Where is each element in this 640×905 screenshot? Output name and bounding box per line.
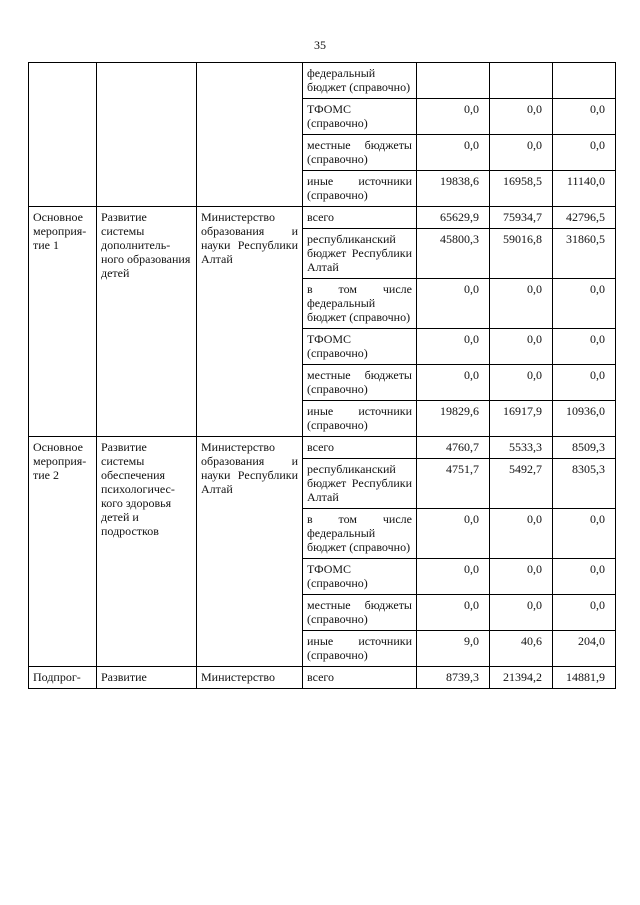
budget-table [28,62,616,689]
value-year-3-cell [553,229,616,279]
value-year-3-cell [553,631,616,667]
executor-cell: Министерство образования и науки Республики Алтай [197,207,303,437]
value-year-3-cell-value: 0,0 [590,332,605,346]
value-year-2-cell-value: 5533,3 [509,440,542,454]
value-year-2-cell-value: 0,0 [527,562,542,576]
value-year-1-cell [417,365,490,401]
measure-name-cell [97,63,197,207]
value-year-2-cell-value: 0,0 [527,512,542,526]
value-year-2-cell [490,401,553,437]
value-year-2-cell-value: 16958,5 [503,174,542,188]
value-year-2-cell [490,171,553,207]
measure-name-cell: Развитие [97,667,197,689]
table-row [29,63,616,99]
value-year-2-cell [490,329,553,365]
value-year-3-cell [553,329,616,365]
value-year-3-cell-value: 0,0 [590,598,605,612]
funding-source-cell: всего [303,437,417,459]
value-year-1-cell [417,559,490,595]
value-year-2-cell-value: 40,6 [521,634,542,648]
value-year-2-cell [490,365,553,401]
value-year-3-cell [553,99,616,135]
table-row [29,207,616,229]
value-year-1-cell [417,459,490,509]
value-year-3-cell [553,595,616,631]
value-year-1-cell [417,509,490,559]
value-year-2-cell-value: 59016,8 [503,232,542,246]
value-year-1-cell [417,135,490,171]
value-year-1-cell-value: 0,0 [464,368,479,382]
value-year-1-cell [417,99,490,135]
value-year-1-cell [417,63,490,99]
value-year-1-cell-value: 19838,6 [440,174,479,188]
funding-source-cell: всего [303,667,417,689]
value-year-1-cell [417,631,490,667]
value-year-3-cell [553,459,616,509]
value-year-1-cell [417,207,490,229]
value-year-2-cell [490,559,553,595]
value-year-3-cell [553,279,616,329]
value-year-3-cell-value: 42796,5 [566,210,605,224]
funding-source-cell: иные источники (справочно) [303,401,417,437]
measure-name-cell: Развитие системы дополнитель-ного образования детей [97,207,197,437]
value-year-3-cell-value: 8509,3 [572,440,605,454]
funding-source-cell: федеральный бюджет (справочно) [303,63,417,99]
value-year-1-cell-value: 0,0 [464,138,479,152]
value-year-3-cell-value: 11140,0 [566,174,605,188]
value-year-3-cell [553,171,616,207]
value-year-1-cell-value: 0,0 [464,282,479,296]
value-year-2-cell-value: 0,0 [527,282,542,296]
funding-source-cell: ТФОМС (справочно) [303,99,417,135]
funding-source-cell: местные бюджеты (справочно) [303,135,417,171]
value-year-2-cell-value: 16917,9 [503,404,542,418]
value-year-2-cell-value: 21394,2 [503,670,542,684]
value-year-2-cell-value: 5492,7 [509,462,542,476]
value-year-3-cell-value: 204,0 [578,634,605,648]
value-year-1-cell-value: 19829,6 [440,404,479,418]
value-year-3-cell [553,135,616,171]
value-year-1-cell [417,667,490,689]
executor-cell: Министерство [197,667,303,689]
value-year-2-cell-value: 0,0 [527,102,542,116]
value-year-2-cell [490,207,553,229]
value-year-2-cell-value: 75934,7 [503,210,542,224]
value-year-1-cell [417,329,490,365]
value-year-2-cell [490,135,553,171]
value-year-3-cell [553,559,616,595]
value-year-2-cell-value: 0,0 [527,368,542,382]
value-year-1-cell-value: 65629,9 [440,210,479,224]
value-year-2-cell [490,63,553,99]
value-year-1-cell [417,437,490,459]
measure-kind-cell: Основное мероприя-тие 2 [29,437,97,667]
value-year-1-cell-value: 0,0 [464,598,479,612]
value-year-2-cell [490,595,553,631]
value-year-2-cell-value: 0,0 [527,598,542,612]
value-year-1-cell-value: 45800,3 [440,232,479,246]
executor-cell: Министерство образования и науки Республики Алтай [197,437,303,667]
table-row [29,667,616,689]
value-year-2-cell [490,99,553,135]
value-year-3-cell [553,667,616,689]
value-year-2-cell [490,279,553,329]
measure-kind-cell [29,63,97,207]
funding-source-cell: всего [303,207,417,229]
value-year-1-cell-value: 4751,7 [446,462,479,476]
value-year-3-cell-value: 31860,5 [566,232,605,246]
page-number: 35 [314,38,326,52]
value-year-2-cell [490,667,553,689]
value-year-1-cell [417,595,490,631]
value-year-3-cell [553,207,616,229]
value-year-3-cell-value: 0,0 [590,138,605,152]
funding-source-cell: иные источники (справочно) [303,171,417,207]
value-year-1-cell-value: 0,0 [464,332,479,346]
value-year-3-cell [553,509,616,559]
value-year-1-cell [417,229,490,279]
value-year-2-cell [490,631,553,667]
value-year-1-cell-value: 4760,7 [446,440,479,454]
value-year-2-cell-value: 0,0 [527,138,542,152]
value-year-3-cell-value: 0,0 [590,512,605,526]
measure-name-cell: Развитие системы обеспечения психологичес-кого здоровья детей и подростков [97,437,197,667]
value-year-3-cell [553,437,616,459]
funding-source-cell: в том числе федеральный бюджет (справочно) [303,279,417,329]
value-year-1-cell-value: 0,0 [464,512,479,526]
value-year-3-cell-value: 14881,9 [566,670,605,684]
value-year-3-cell [553,63,616,99]
value-year-1-cell [417,401,490,437]
funding-source-cell: республиканский бюджет Республики Алтай [303,459,417,509]
value-year-3-cell-value: 0,0 [590,368,605,382]
value-year-2-cell [490,437,553,459]
value-year-1-cell [417,171,490,207]
value-year-2-cell [490,459,553,509]
value-year-1-cell [417,279,490,329]
value-year-2-cell [490,229,553,279]
value-year-3-cell-value: 0,0 [590,562,605,576]
funding-source-cell: иные источники (справочно) [303,631,417,667]
measure-kind-cell: Основное мероприя-тие 1 [29,207,97,437]
measure-kind-cell: Подпрог- [29,667,97,689]
value-year-3-cell-value: 10936,0 [566,404,605,418]
value-year-1-cell-value: 8739,3 [446,670,479,684]
value-year-3-cell-value: 0,0 [590,282,605,296]
funding-source-cell: ТФОМС (справочно) [303,329,417,365]
value-year-3-cell [553,365,616,401]
funding-source-cell: республиканский бюджет Республики Алтай [303,229,417,279]
funding-source-cell: местные бюджеты (справочно) [303,365,417,401]
executor-cell [197,63,303,207]
table-row [29,437,616,459]
value-year-1-cell-value: 9,0 [464,634,479,648]
funding-source-cell: ТФОМС (справочно) [303,559,417,595]
value-year-3-cell-value: 0,0 [590,102,605,116]
value-year-1-cell-value: 0,0 [464,562,479,576]
value-year-3-cell-value: 8305,3 [572,462,605,476]
value-year-3-cell [553,401,616,437]
value-year-1-cell-value: 0,0 [464,102,479,116]
funding-source-cell: местные бюджеты (справочно) [303,595,417,631]
value-year-2-cell-value: 0,0 [527,332,542,346]
value-year-2-cell [490,509,553,559]
funding-source-cell: в том числе федеральный бюджет (справочно) [303,509,417,559]
